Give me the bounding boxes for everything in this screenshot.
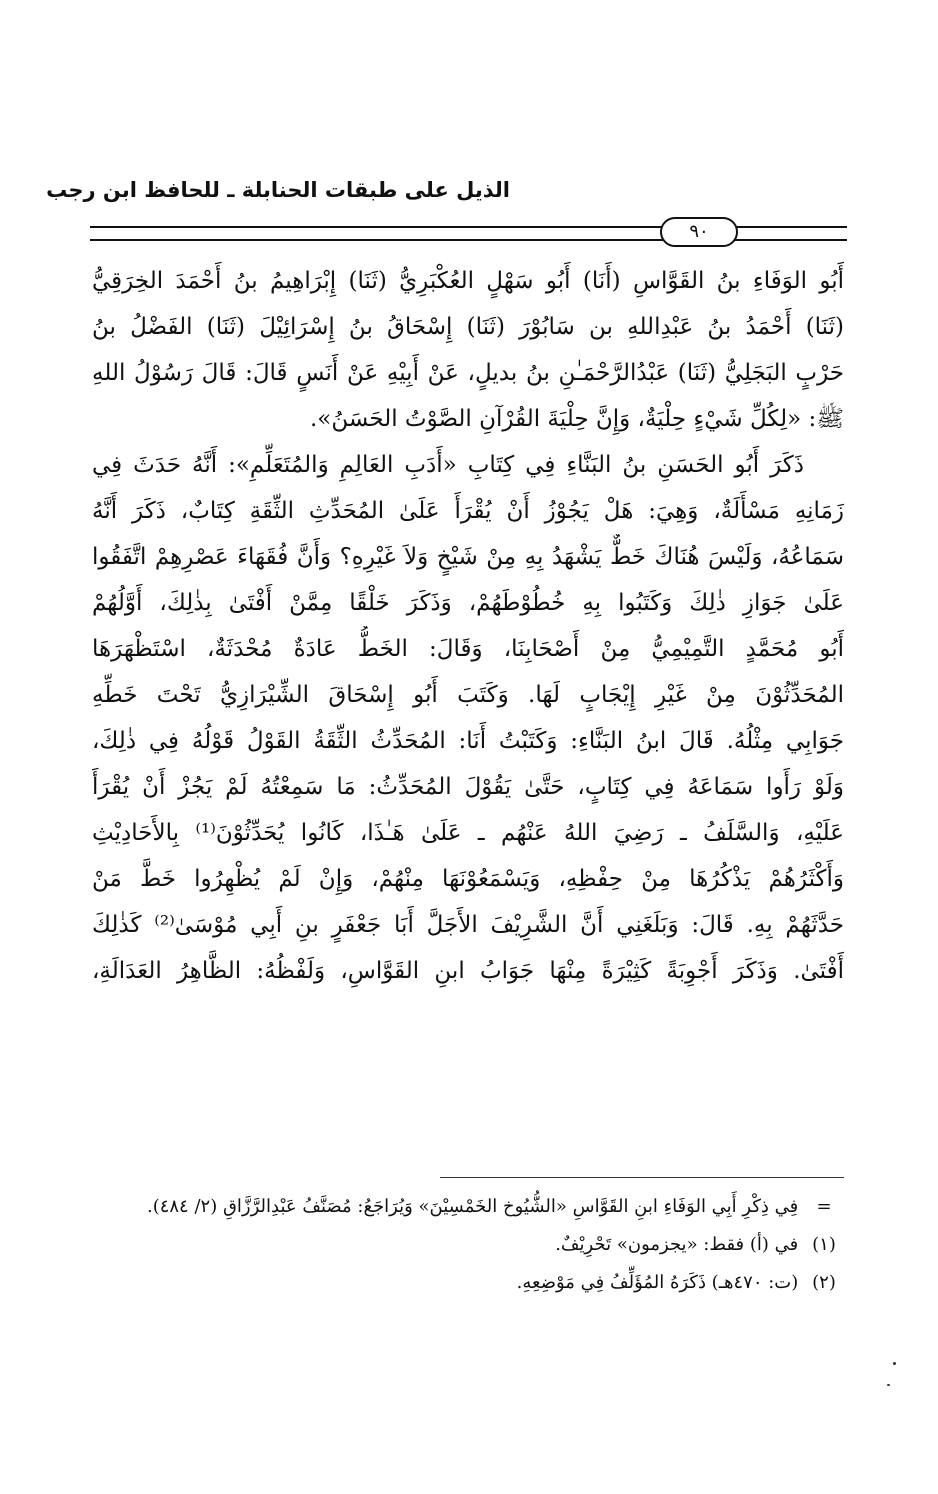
text-line: عَلَيْهِ، وَالسَّلَفُ ـ رَضِيَ اللهُ عَنْهُم ـ عَلَىٰ هَـٰذَا، كَانُوا يُحَدِّثُوْنَ⁽¹⁾ بِالأَحَادِيْثِ — [92, 820, 844, 846]
footnote-separator — [440, 1177, 844, 1178]
text-line: زَمَانِهِ مَسْأَلَةٌ، وَهِيَ: هَلْ يَجُوْزُ أَنْ يُقْرَأَ عَلَىٰ المُحَدِّثِ الثِّقَةِ كِتَابٌ، ذَكَرَ أَنَّهُ — [92, 498, 844, 524]
text-line: حَدَّثَهُمْ بِهِ. قَالَ: وَبَلَغَنِي أَنَّ الشَّرِيْفَ الأَجَلَّ أَبَا جَعْفَرٍ بنِ أَبِي مُوْسَىٰ⁽²⁾ كَذٰلِكَ — [92, 912, 844, 938]
footnotes — [92, 1188, 844, 1302]
footnote-text: في (أ) فقط: «يجزمون» تَحْرِيْفٌ. — [555, 1234, 799, 1255]
footnote-continuation-text: فِي ذِكْرِ أَبِي الوَفَاءِ ابنِ القَوَّاسِ «الشُّيُوخ الخَمْسِيْنَ» وَيُرَاجَعُ: مُصَنَّفُ عَبْدِالرَّزَّاقِ (٢/ ٤٨٤). — [146, 1196, 799, 1217]
footnote-continuation — [92, 1188, 844, 1226]
footnote-continuation-marker: = — [816, 1196, 832, 1217]
text-line: وَأَكْثَرُهُمْ يَذْكُرُهَا مِنْ حِفْظِهِ، وَيَسْمَعُوْنَهَا مِنْهُمْ، وَإِنْ لَمْ يُظْهِرُوا خَطَّ مَنْ — [92, 866, 844, 892]
text-line: أَفْتَىٰ. وَذَكَرَ أَجْوِبَةً كَثِيْرَةً مِنْهَا جَوَابُ ابنِ القَوَّاسِ، وَلَفْظُهُ: الظَّاهِرُ العَدَالَةِ، — [92, 958, 844, 984]
scan-speck — [887, 1384, 890, 1386]
text-line: جَوَابِي مِثْلُهُ. قَالَ ابنُ البَنَّاءِ: وَكَتَبْتُ أَنَا: المُحَدِّثُ الثِّقَةُ القَوْلُ قَوْلُهُ فِي ذٰلِكَ، — [92, 728, 844, 754]
footnote-item — [92, 1226, 844, 1264]
header-rule-right-top — [735, 226, 847, 228]
text-line: أَبُو الوَفَاءِ بنُ القَوَّاسِ (أَنَا) أَبُو سَهْلٍ العُكْبَرِيُّ (ثَنَا) إِبْرَاهِيمُ بنُ أَحْمَدَ الخِرَقِيُّ — [92, 268, 844, 294]
running-header-title: الذيل على طبقات الحنابلة ـ للحافظ ابن رجب — [46, 178, 510, 202]
footnote-number: (١) — [812, 1234, 836, 1255]
header-rule-right-bottom — [735, 239, 847, 241]
text-line: وَلَوْ رَأَوا سَمَاعَهُ فِي كِتَابٍ، حَتَّىٰ يَقُوْلَ المُحَدِّثُ: مَا سَمِعْتُهُ لَمْ يَجُزْ أَنْ يُقْرَأَ — [92, 774, 844, 800]
footnote-number: (٢) — [812, 1272, 836, 1293]
text-line: ﷺ: «لِكُلِّ شَيْءٍ حِلْيَةٌ، وَإِنَّ حِلْيَةَ القُرْآنِ الصَّوْتُ الحَسَنُ». — [309, 406, 844, 432]
footnote-item — [92, 1264, 844, 1302]
text-line: ذَكَرَ أَبُو الحَسَنِ بنُ البَنَّاءِ فِي كِتَابِ «أَدَبِ العَالِمِ وَالمُتَعَلِّمِ»: أَنَّهُ حَدَثَ فِي — [92, 452, 804, 478]
header-rule-left-bottom — [90, 239, 665, 241]
text-line: أَبُو مُحَمَّدٍ التَّمِيْمِيُّ مِنْ أَصْحَابِنَا، وَقَالَ: الخَطُّ عَادَةٌ مُحْدَثَةٌ، اسْتَظْهَرَهَا — [92, 636, 844, 662]
text-line: المُحَدِّثُوْنَ مِنْ غَيْرِ إِيْجَابٍ لَهَا. وَكَتَبَ أَبُو إِسْحَاقَ الشِّيْرَازِيُّ تَحْتَ خَطِّهِ — [92, 682, 844, 708]
footnote-text: (ت: ٤٧٠هـ) ذَكَرَهُ المُؤَلِّفُ فِي مَوْضِعِهِ. — [516, 1272, 799, 1293]
text-line: عَلَىٰ جَوَازِ ذٰلِكَ وَكَتَبُوا بِهِ خُطُوْطَهُمْ، وَذَكَرَ خَلْقًا مِمَّنْ أَفْتَىٰ بِذٰلِكَ، أَوَّلُهُمْ — [92, 590, 844, 616]
main-text-body — [92, 258, 844, 994]
text-line: حَرْبٍ البَجَلِيُّ (ثَنَا) عَبْدُالرَّحْمَـٰنِ بنُ بديلٍ، عَنْ أَبِيْهِ عَنْ أَنَسٍ قَالَ: قَالَ رَسُوْلُ اللهِ — [92, 360, 844, 386]
page-number: ٩٠ — [660, 217, 738, 247]
header-rule-left-top — [90, 226, 665, 228]
scan-speck — [893, 1362, 896, 1365]
text-line: (ثَنَا) أَحْمَدُ بنُ عَبْدِاللهِ بن سَابُوْرَ (ثَنَا) إِسْحَاقُ بنُ إِسْرَائِيْلَ (ثَنَا) الفَضْلُ بنُ — [92, 314, 844, 340]
text-line: سَمَاعُهُ، وَلَيْسَ هُنَاكَ خَطٌّ يَشْهَدُ بِهِ مِنْ شَيْخٍ وَلاَ غَيْرِهِ؟ وَأَنَّ فُقَهَاءَ عَصْرِهِمْ اتَّفَقُوا — [92, 544, 844, 570]
